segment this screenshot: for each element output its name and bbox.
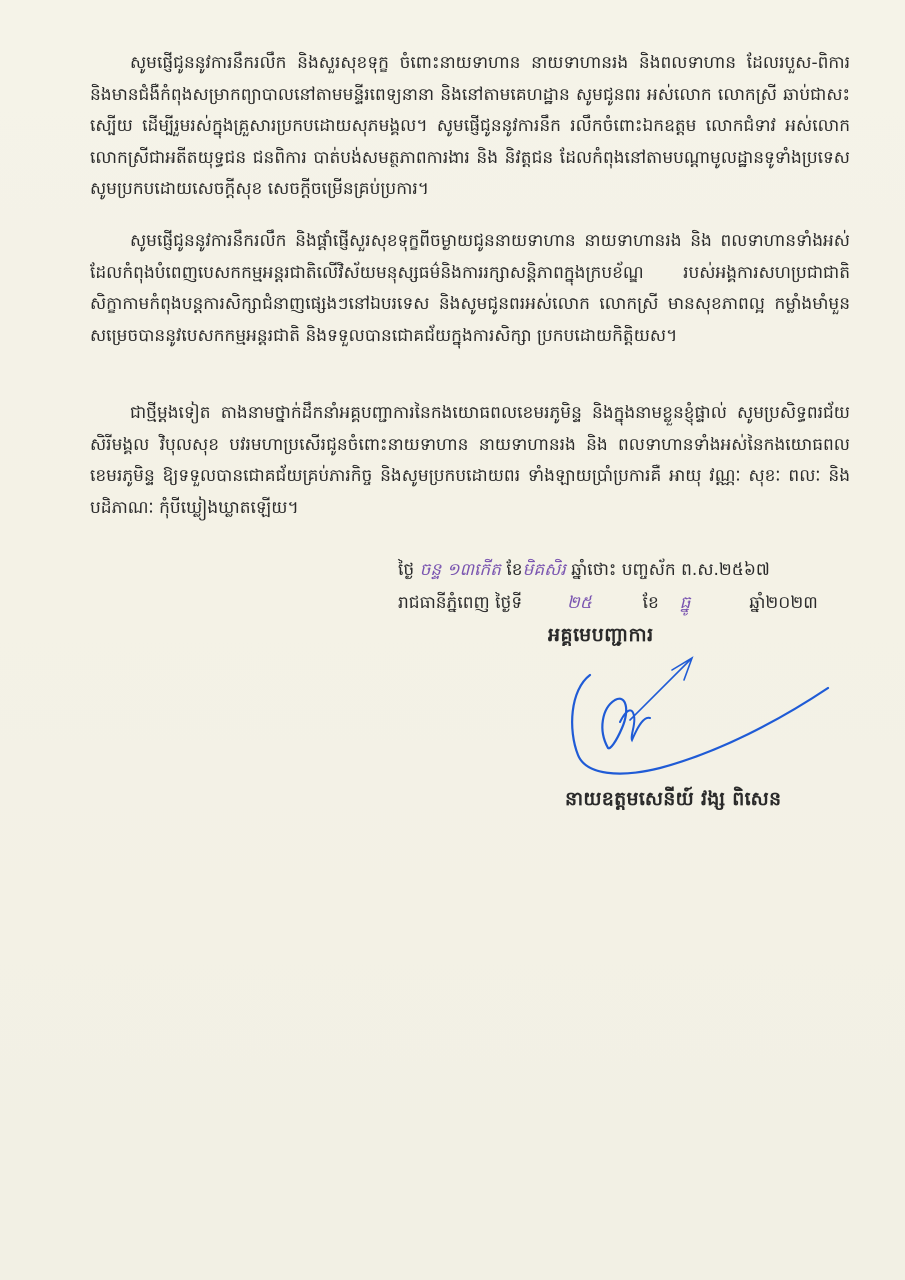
paragraph-greetings-abroad: សូមផ្ញើជូននូវការនឹករលឹក និងផ្តាំផ្ញើសួរសុខទុក្ខពីចម្ងាយជូននាយទាហាន នាយទាហានរង និង ពលទាហានទាំងអស់ ដែលកំពុងបំពេញបេសកកម្មអន្តរជាតិលើវិស័យមនុស្សធម៌និងការរក្សាសន្តិភាពក្នុងក្របខ័ណ្ឌ របស់អង្គការសហប្រជាជាតិ សិក្ខាកាមកំពុងបន្តការសិក្សាជំនាញផ្សេងៗនៅឯបរទេស និងសូមជូនពរអស់លោក លោកស្រី មានសុខភាពល្អ កម្លាំងមាំមួន សម្រេចបាននូវបេសកកម្មអន្តរជាតិ និងទទួលបានជោគជ័យក្នុងការសិក្សា ប្រកបដោយកិត្តិយស។ (90, 231, 850, 346)
handwritten-signature (560, 650, 840, 790)
month-label: ខែ (642, 593, 659, 613)
solar-date-line (398, 591, 818, 615)
place-and-day-label: រាជធានីភ្នំពេញ ថ្ងៃទី (398, 593, 523, 613)
paragraph-blessings: ជាថ្មីម្តងទៀត តាងនាមថ្នាក់ដឹកនាំអគ្គបញ្ជាការនៃកងយោធពលខេមរភូមិន្ទ និងក្នុងនាមខ្លួនខ្ញុំផ្ទាល់ សូមប្រសិទ្ធពរជ័យ សិរីមង្គល វិបុលសុខ បវរមហាប្រសើរជូនចំពោះនាយទាហាន នាយទាហានរង និង ពលទាហានទាំងអស់នៃកងយោធពលខេមរភូមិន្ទ ឱ្យទទួលបានជោគជ័យគ្រប់ភារកិច្ច និងសូមប្រកបដោយពរ ទាំងឡាយប្រាំប្រការគឺ អាយុ វណ្ណៈ សុខៈ ពលៈ និងបដិភាណៈ កុំបីឃ្លៀងឃ្លាតឡើយ។ (90, 403, 850, 518)
day-handwritten: ២៥ (566, 593, 592, 613)
lunar-day-handwritten: ចន្ទ ១៣កើត (419, 560, 501, 580)
signatory-title: អគ្គមេបញ្ជាការ (548, 624, 654, 646)
signatory-name: នាយឧត្តមសេនីយ៍ វង្ស ពិសេន (565, 788, 782, 810)
month-handwritten: ធ្នូ (679, 593, 691, 613)
lunar-date-prefix: ថ្ងៃ (398, 560, 415, 580)
lunar-date-line (398, 558, 770, 582)
lunar-month-label: ខែ (506, 560, 523, 580)
lunar-month-handwritten: មិគសិរ (522, 560, 566, 580)
lunar-year: ឆ្នាំថោះ បញ្ចស័ក ព.ស.២៥៦៧ (571, 560, 770, 580)
paragraph-greetings-wounded: សូមផ្ញើជូននូវការនឹករលឹក និងសួរសុខទុក្ខ ចំពោះនាយទាហាន នាយទាហានរង និងពលទាហាន ដែលរបួស-ពិការ និងមានជំងឺកំពុងសម្រាកព្យាបាលនៅតាមមន្ទីរពេទ្យនានា និងនៅតាមគេហដ្ឋាន សូមជូនពរ អស់លោក លោកស្រី ឆាប់ជាសះស្បើយ ដើម្បីរួមរស់ក្នុងគ្រួសារប្រកបដោយសុភមង្គល។ សូមផ្ញើជូននូវការនឹក រលឹកចំពោះឯកឧត្តម លោកជំទាវ អស់លោក លោកស្រីជាអតីតយុទ្ធជន ជនពិការ បាត់បង់សមត្ថភាពការងារ និង និវត្តជន ដែលកំពុងនៅតាមបណ្តាមូលដ្ឋានទូទាំងប្រទេស សូមប្រកបដោយសេចក្តីសុខ សេចក្តីចម្រើនគ្រប់ប្រការ។ (90, 53, 850, 199)
year-label: ឆ្នាំ២០២៣ (749, 593, 818, 613)
